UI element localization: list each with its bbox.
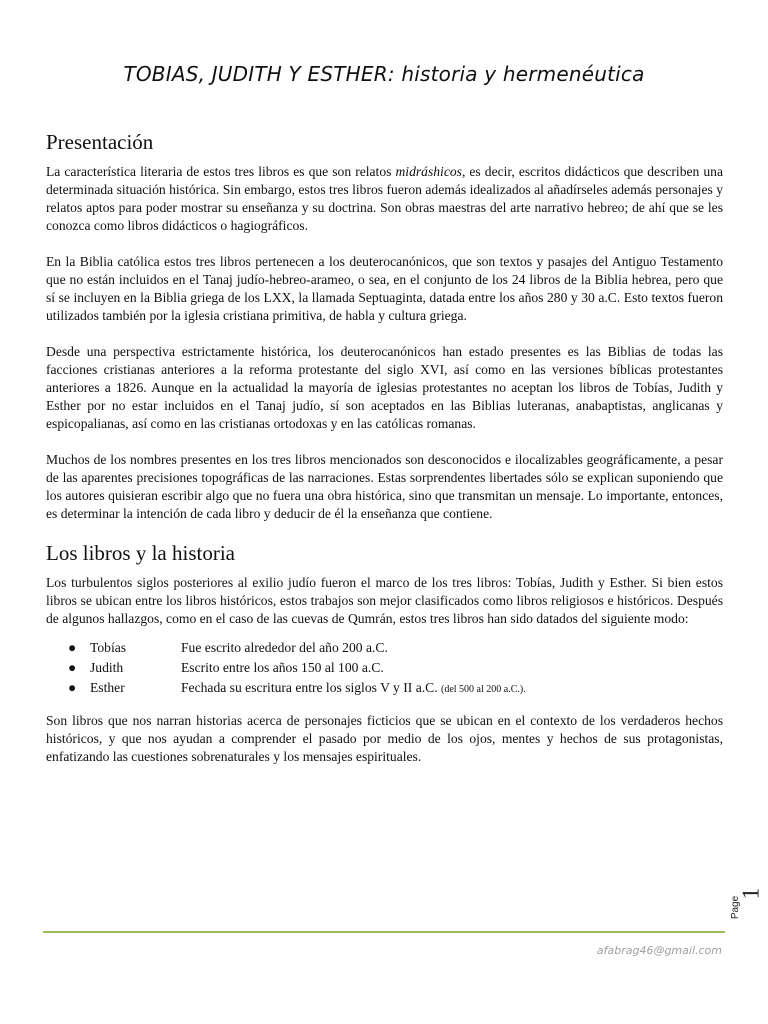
paragraph-1-emphasis: midráshicos (395, 164, 462, 179)
paragraph-1 (46, 163, 723, 235)
paragraph-1-text-a: La característica literaria de estos tres libros es que son relatos (46, 164, 396, 179)
bullet-icon: ● (68, 680, 77, 695)
footer-rule (43, 931, 725, 933)
list-item (46, 658, 723, 678)
paragraph-1-text-b: , es decir, escritos didácticos que describen una determinada situación histórica. Sin embargo, estos tres libros fueron además idealizados al añadírseles además personajes y relatos aptos para poder mostrar su enseñanza y su doctrina. Son obras maestras del arte narrativo hebreo; de ahí que se les conozca como libros didácticos o hagiográficos. (46, 164, 723, 233)
book-description: Fechada su escritura entre los siglos V y II a.C. (181, 680, 441, 695)
books-list (46, 638, 723, 700)
paragraph-3: Desde una perspectiva estrictamente histórica, los deuterocanónicos han estado presentes es las Biblias de todas las facciones cristianas anteriores a la reforma protestante del siglo XVI, así como en las versiones bíblicas protestantes anteriores a 1826. Aunque en la actualidad la mayoría de iglesias protestantes no aceptan los libros de Tobías, Judith y Esther por no estar incluidos en el Tanaj judío, sí son aceptados en las Biblias luteranas, anabaptistas, anglicanas y espicopalianas, así como en las cristianas ortodoxas y en las católicas romanas. (46, 344, 723, 431)
paragraph-4: Muchos de los nombres presentes en los tres libros mencionados son desconocidos e ilocalizables geográficamente, a pesar de las aparentes precisiones topográficas de las narraciones. Estas sorprendentes libertades sólo se explican suponiendo que los autores quisieran escribir algo que no fuera una obra histórica, sino que transmitan un mensaje. Lo importante, entonces, es determinar la intención de cada libro y deducir de él la enseñanza que contiene. (46, 452, 723, 521)
document-body (46, 130, 723, 766)
page-number (732, 880, 768, 930)
book-description: Fue escrito alrededor del año 200 a.C. (181, 640, 388, 655)
book-description: Escrito entre los años 150 al 100 a.C. (181, 660, 384, 675)
book-name: Tobías (90, 640, 127, 655)
book-name: Esther (90, 680, 125, 695)
document-title: TOBIAS, JUDITH Y ESTHER: historia y hermenéutica (123, 62, 645, 86)
paragraph-6: Son libros que nos narran historias acerca de personajes ficticios que se ubican en el contexto de los verdaderos hechos históricos, y que nos ayudan a comprender el pasado por medio de los ojos, mentes y hechos de sus protagonistas, enfatizando las cuestiones sobrenaturales y los mensajes espirituales. (46, 713, 723, 764)
list-item (46, 678, 723, 700)
bullet-icon: ● (68, 640, 77, 655)
bullet-icon: ● (68, 660, 77, 675)
section-heading-presentacion: Presentación (46, 130, 154, 154)
page-number-value: 1 (738, 887, 765, 900)
list-item (46, 638, 723, 658)
book-name: Judith (90, 660, 124, 675)
footer-email: afabrag46@gmail.com (596, 944, 722, 957)
book-note: (del 500 al 200 a.C.). (441, 684, 526, 695)
section-heading-libros-historia: Los libros y la historia (46, 541, 235, 565)
paragraph-5: Los turbulentos siglos posteriores al exilio judío fueron el marco de los tres libros: Tobías, Judith y Esther. Si bien estos libros se ubican entre los libros históricos, estos trabajos son mejor clasificados como libros religiosos e históricos. Después de algunos hallazgos, como en el caso de las cuevas de Qumrán, estos tres libros han sido datados del siguiente modo: (46, 575, 723, 626)
page-label: Page (730, 895, 742, 920)
paragraph-2: En la Biblia católica estos tres libros pertenecen a los deuterocanónicos, que son textos y pasajes del Antiguo Testamento que no están incluidos en el Tanaj judío-hebreo-arameo, o sea, en el conjunto de los 24 libros de la Biblia hebrea, pero que sí se incluyen en la Biblia griega de los LXX, la llamada Septuaginta, datada entre los años 280 y 30 a.C. Esto textos fueron utilizados también por la iglesia cristiana primitiva, de habla y cultura griega. (46, 254, 723, 323)
